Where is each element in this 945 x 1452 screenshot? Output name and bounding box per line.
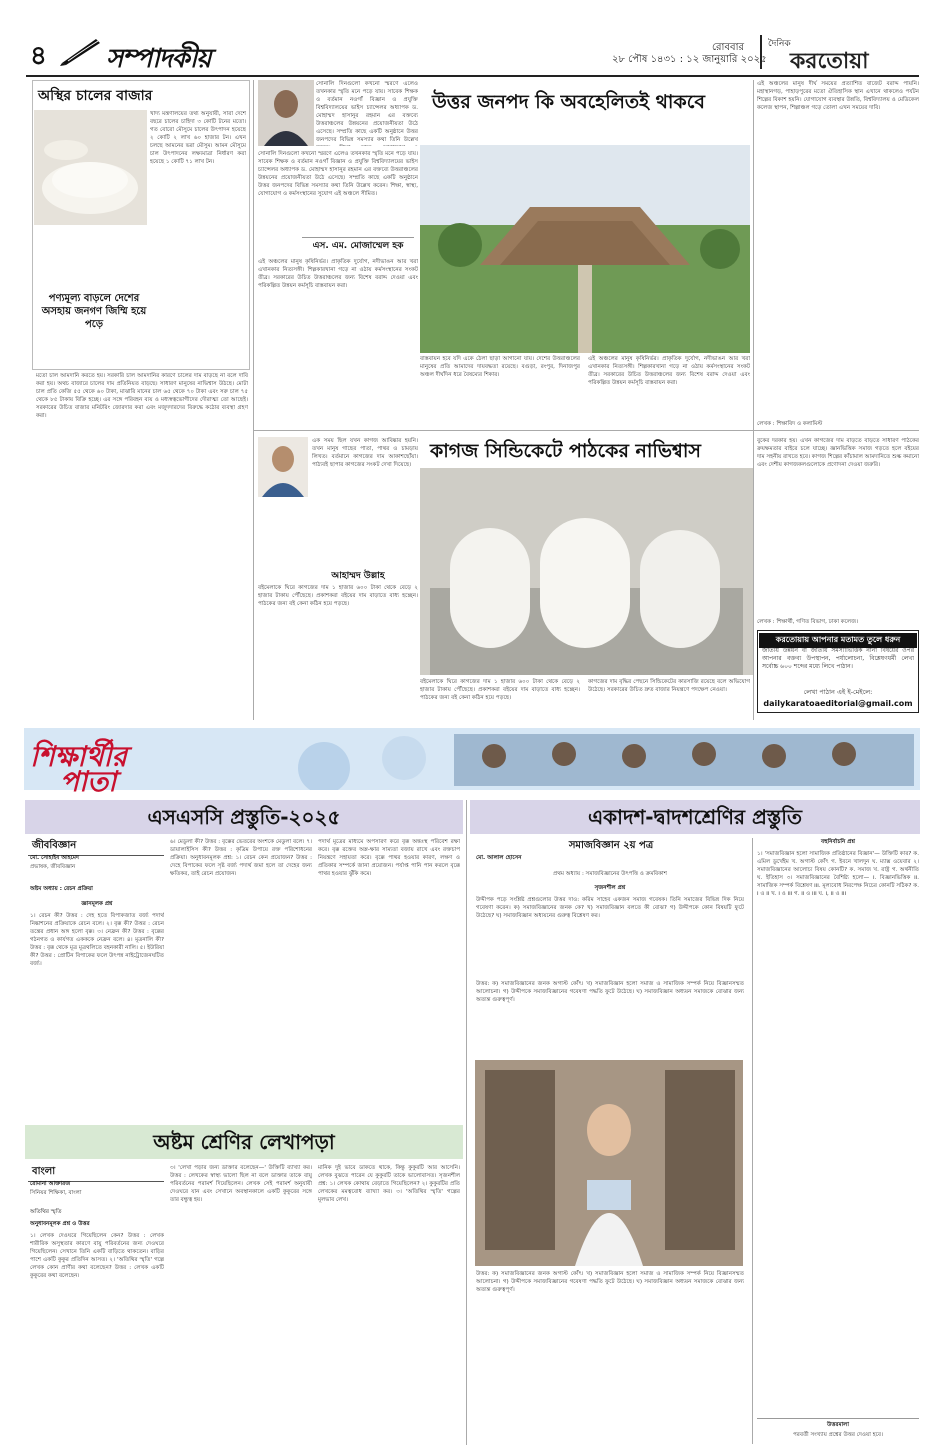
ssc-qa-header: জ্ঞানমূলক প্রশ্ন [81, 901, 113, 907]
hsc-chapter: প্রথম অধ্যায় : সমাজবিজ্ঞানের উৎপত্তি ও ক্রমবিকাশ [553, 871, 667, 877]
opinion-box-title: করতোয়ায় আপনার মতামত তুলে ধরুন [759, 633, 917, 648]
hsc-body-2: উত্তর: ক) সমাজবিজ্ঞানের জনক অগাস্ট কোঁৎ। খ) সমাজবিজ্ঞান হলো সমাজ ও সামাজিক সম্পর্ক নিয়ে বিজ্ঞানসম্মত আলোচনা। গ) উদ্দীপকে সমাজবিজ্ঞানের গবেষণা পদ্ধতি ফুটে উঠেছে। ঘ) সমাজবিজ্ঞান অধ্যয়ন সমাজকে বোঝার জন্য অত্যন্ত গুরুত্বপূর্ণ। [476, 981, 744, 1003]
answer-text: পরবর্তী সংখ্যায় প্রশ্নের উত্তর দেওয়া হবে। [793, 1432, 883, 1438]
ssc-chapter: অষ্টম অধ্যায় : রেচন প্রক্রিয়া [30, 886, 93, 892]
rice-image [34, 110, 147, 225]
headline-north-body-a: বাস্তবায়ন হবে যদি একে ঠেলা ছাড়া আগানো যায়। দেশের উত্তরাঞ্চলের মানুষের প্রতি আমাদের দায়বদ্ধতা রয়েছে। বগুড়া, রংপুর, দিনাজপুর অঞ্চল দীর্ঘদিন ধরে বৈষম্যের শিকার। [420, 356, 580, 378]
column-divider [752, 838, 753, 1444]
class8-body-1: ১। লেখক দেওঘরে গিয়েছিলেন কেন? উত্তর : লেখক শারীরিক অসুস্থতার কারণে বায়ু পরিবর্তনের জন্য দেওঘরে গিয়েছিলেন। সেখানে তিনি একটি বাড়িতে থাকতেন। বাড়ির পাশে একটি কুকুর প্রতিদিন আসত। ২। 'অতিথির স্মৃতি' গল্পে লেখক কোন প্রাণীর কথা বলেছেন? উত্তর : লেখক একটি কুকুরের কথা বলেছেন। [30, 1233, 164, 1279]
hsc-body-3: উত্তর: ক) সমাজবিজ্ঞানের জনক অগাস্ট কোঁৎ। খ) সমাজবিজ্ঞান হলো সমাজ ও সামাজিক সম্পর্ক নিয়ে বিজ্ঞানসম্মত আলোচনা। গ) উদ্দীপকে সমাজবিজ্ঞানের গবেষণা পদ্ধতি ফুটে উঠেছে। ঘ) সমাজবিজ্ঞান অধ্যয়ন সমাজকে বোঝার জন্য অত্যন্ত গুরুত্বপূর্ণ। [476, 1271, 744, 1293]
ssc-body-3: পদার্থ মূত্রের মাধ্যমে অপসারণ করে বৃক্ক অন্তঃস্থ পরিবেশ রক্ষা করে। বৃক্ক রক্তের অম্ল-ক্ষার সাম্যতা বজায় রাখে এবং রক্তচাপ নিয়ন্ত্রণে সহায়তা করে। বৃক্কে পাথর হওয়ার কারণ, লক্ষণ ও প্রতিকার সম্পর্কে জানা প্রয়োজন। পর্যাপ্ত পানি পান করলে বৃক্কে পাথর হওয়ার ঝুঁকি কমে। [318, 839, 460, 877]
writer-2-photo [258, 437, 308, 497]
date: ২৮ পৌষ ১৪৩১ : ১২ জানুয়ারি ২০২৫ [612, 54, 767, 65]
writer-1-body-cont: এই অঞ্চলের মানুষ কৃষিনির্ভর। প্রাকৃতিক দুর্যোগ, নদীভাঙন আর খরা এখানকার নিত্যসঙ্গী। শিল্পকারখানা গড়ে না ওঠায় কর্মসংস্থানের সংকট তীব্র। সরকারের উচিত উত্তরাঞ্চলের জন্য বিশেষ বরাদ্দ দেওয়া এবং পরিকল্পিত উন্নয়ন কর্মসূচি বাস্তবায়ন করা। [258, 259, 418, 289]
section-title: সম্পাদকীয় [106, 44, 211, 74]
masthead-small: দৈনিক [768, 39, 791, 49]
headline-paper: কাগজ সিন্ডিকেটে পাঠকের নাভিশ্বাস [430, 440, 701, 462]
opinion-box-body: জাতীয় উন্নয়ন বা জাতীয় সমস্যাভিত্তিক নানা বিষয়ের ওপর আপনার বক্তব্য উপস্থাপন, পর্যালোচনা, বিশ্লেষণধর্মী লেখা সর্বোচ্চ ৬০০ শব্দের মধ্যে লিখে পাঠান। [762, 647, 914, 670]
class8-subject: বাংলা [28, 1164, 164, 1182]
hsc-body-1: উদ্দীপক পড়ে সংশ্লিষ্ট প্রশ্নগুলোর উত্তর দাও: করিম সাহেব একজন সমাজ গবেষক। তিনি সমাজের বিভিন্ন দিক নিয়ে গবেষণা করেন। ক) সমাজবিজ্ঞানের জনক কে? খ) সমাজবিজ্ঞান বলতে কী বোঝ? গ) উদ্দীপকে কোন বিষয়টি ফুটে উঠেছে? ঘ) সমাজবিজ্ঞান অধ্যয়নের গুরুত্ব বিশ্লেষণ কর। [476, 897, 744, 919]
class8-qa-header: অনুধাবনমূলক প্রশ্ন ও উত্তর [30, 1221, 90, 1227]
rice-article-title: অস্থির চালের বাজার [38, 88, 153, 104]
ssc-body-2: ৬। মেডুলা কী? উত্তর : বৃক্কের ভেতরের অংশকে মেডুলা বলে। ৭। ডায়ালাইসিস কী? উত্তর : কৃত্রিম উপায়ে রক্ত পরিশোধনের প্রক্রিয়া। অনুধাবনমূলক প্রশ্ন: ১। রেচন কেন প্রয়োজন? উত্তর : দেহে বিপাকের ফলে সৃষ্ট বর্জ্য পদার্থ জমা হলে তা দেহের জন্য ক্ষতিকর, তাই রেচন প্রয়োজন। [170, 839, 312, 877]
class8-teacher-title: সিনিয়র শিক্ষিকা, বাংলা [30, 1190, 82, 1196]
headline-north-byline: লেখক : শিক্ষাবিদ ও কলামিস্ট [757, 421, 823, 427]
student-reading-image [475, 1060, 743, 1266]
hsc-teacher: মো. আলাল হোসেন [476, 855, 522, 861]
hsc-heading: একাদশ-দ্বাদশশ্রেণির প্রস্তুতি [470, 800, 920, 834]
ssc-heading: এসএসসি প্রস্তুতি-২০২৫ [25, 800, 463, 834]
page-header [0, 0, 945, 74]
headline-north-body-right: এই অঞ্চলের মানুষ দীর্ঘ সময়ের প্রত্যাশিত বাজেট বরাদ্দ পায়নি। মহাস্থানগড়, পাহাড়পুরের মতো ঐতিহাসিক স্থান এখানে থাকলেও পর্যটন শিল্পের বিকাশ হয়নি। যোগাযোগ ব্যবস্থার উন্নতি, বিশ্ববিদ্যালয় ও মেডিকেল কলেজ স্থাপন, শিল্পাঞ্চল গড়ে তোলা এখন সময়ের দাবি। [757, 81, 919, 111]
column-divider [753, 80, 754, 720]
writer-photo [258, 80, 314, 146]
headline-paper-body-right: বুকের দরকার হয়। এখন কাগজের দাম বাড়তে বাড়তে সাধারণ পাঠকের ক্রয়ক্ষমতার বাইরে চলে যাচ্ছে। জ্ঞানভিত্তিক সমাজ গড়তে হলে বইয়ের দাম সহনীয় রাখতে হবে। কাগজ শিল্পের কাঁচামাল আমদানিতে শুল্ক কমানো এবং দেশীয় কাগজকলগুলোকে প্রণোদনা দেওয়া জরুরি। [757, 438, 919, 468]
column-divider [253, 80, 254, 720]
opinion-email-link[interactable]: dailykaratoaeditorial@gmail.com [763, 699, 913, 708]
mahasthangarh-image [420, 145, 750, 353]
ssc-body-1: ১। রেচন কী? উত্তর : দেহ হতে বিপাকজাত বর্জ্য পদার্থ নিষ্কাশনের প্রক্রিয়াকে রেচন বলে। ২। বৃক্ক কী? উত্তর : রেচন তন্ত্রের প্রধান অঙ্গ হলো বৃক্ক। ৩। নেফ্রন কী? উত্তর : বৃক্কের গঠনগত ও কার্যগত একককে নেফ্রন বলে। ৪। মূত্রনালি কী? উত্তর : বৃক্ক থেকে মূত্র মূত্রথলিতে বহনকারী নালি। ৫। ইউরিয়া কী? উত্তর : প্রোটিন বিপাকের ফলে উৎপন্ন নাইট্রোজেনঘটিত বর্জ্য। [30, 913, 164, 967]
pull-quote: পণ্যমূল্য বাড়লে দেশের অসহায় জনগণ জিম্মি হয়ে পড়ে [41, 293, 147, 330]
hsc-mcq-body: ১। 'সমাজবিজ্ঞান হলো সামাজিক প্রতিষ্ঠানের বিজ্ঞান'— উক্তিটি কার? ক. এমিল ডুর্খেইম খ. অগাস্ট কোঁৎ গ. ইবনে খালদুন ঘ. ম্যাক্স ওয়েবার ২। সমাজবিজ্ঞানের আলোচ্য বিষয় কোনটি? ক. সমাজ খ. রাষ্ট্র গ. অর্থনীতি ঘ. ইতিহাস ৩। সমাজবিজ্ঞানের বৈশিষ্ট্য হলো— i. বিজ্ঞানভিত্তিক ii. সামাজিক সম্পর্ক বিশ্লেষণ iii. মূল্যবোধ নিরপেক্ষ নিচের কোনটি সঠিক? ক. i ও ii খ. i ও iii গ. ii ও iii ঘ. i, ii ও iii [757, 851, 919, 897]
paper-rolls-image [420, 468, 753, 675]
answer-title: উত্তরমালা [827, 1422, 849, 1428]
class8-teacher: রোমানা আক্তারজ [30, 1181, 71, 1187]
student-page-title-1: শিক্ষার্থীর [30, 740, 127, 773]
rice-article-body-2: মতো চাল আমদানি করতে হয়। সরকারি চাল আমদানির কারণে চালের দাম বাড়ছে না বলে দাবি করা হয়। অথচ বাজারে চালের দাম প্রতিনিয়ত বাড়ছে। সাধারণ মানুষের নাভিশ্বাস উঠছে। মোটা চাল প্রতি কেজি ৫৫ থেকে ৬০ টাকা, মাঝারি মানের চাল ৬৫ থেকে ৭০ টাকা এবং সরু চাল ৭৫ থেকে ৮৫ টাকায় বিক্রি হচ্ছে। এর সঙ্গে পরিবহন ব্যয় ও মধ্যস্বত্বভোগীদের দৌরাত্ম্য তো আছেই। সরকারের উচিত বাজার মনিটরিং জোরদার করা এবং মজুদদারদের বিরুদ্ধে কঠোর ব্যবস্থা গ্রহণ করা। [36, 373, 248, 419]
class8-chapter: অতিথির স্মৃতি [30, 1209, 62, 1215]
headline-paper-byline: লেখক : শিক্ষার্থী, গণিত বিভাগ, ঢাকা কলেজ। [757, 619, 859, 625]
writer-1-body: সোনালি দিনগুলো কখনো স্মরণে এলেও তখনকার স্মৃতি মনে পড়ে যায়। সাবেক শিক্ষক ও বর্তমান নওগাঁ বিজ্ঞান ও প্রযুক্তি বিশ্ববিদ্যালয়ের ভাইস চ্যান্সেলর অধ্যাপক ড. মোহাম্মদ হাসানুর রহমান এর বক্তব্যে উত্তরাঞ্চলের উন্নয়নের প্রয়োজনীয়তা উঠে এসেছে। সম্প্রতি কাছে একটি অনুষ্ঠানে উত্তর জনপদের বিভিন্ন সমস্যার কথা তিনি উল্লেখ করেন। শিক্ষা, স্বাস্থ্য, যোগাযোগ ও কর্মসংস্থানের সুযোগ এই অঞ্চলে সীমিত। [258, 151, 418, 197]
pen-icon [58, 35, 104, 67]
headline-north: উত্তর জনপদ কি অবহেলিতই থাকবে [432, 91, 705, 113]
class8-body-3: মানিক দুই ভাবে ডাকতে থাকে, কিন্তু কুকুরটি আর আসেনি। লেখক বুঝতে পারেন যে কুকুরটি তাকে ভালোবাসত। সৃজনশীল প্রশ্ন: ১। লেখক কোথায় বেড়াতে গিয়েছিলেন? ২। কুকুরটির প্রতি লেখকের মমত্ববোধ ব্যাখ্যা কর। ৩। 'অতিথির স্মৃতি' গল্পের মূলভাব লেখ। [318, 1165, 460, 1203]
hsc-subject: সমাজবিজ্ঞান ২য় পত্র [568, 840, 654, 851]
class8-body-2: ৩। 'লেখা পড়ার জন্য ডাক্তার বলেছেন—' উক্তিটি ব্যাখ্যা কর। উত্তর : লেখকের স্বাস্থ্য ভালো ছিল না বলে ডাক্তার তাকে বায়ু পরিবর্তনের পরামর্শ দিয়েছিলেন। লেখক সেই পরামর্শ অনুযায়ী দেওঘরে যান এবং সেখানে অবস্থানকালে একটি কুকুরের সঙ্গে তার বন্ধুত্ব হয়। [170, 1165, 312, 1203]
student-page-title-2: পাতা [60, 765, 117, 798]
weekday: রোববার [712, 42, 744, 53]
headline-paper-body-b: কাগজের দাম বৃদ্ধির পেছনে সিন্ডিকেটের কারসাজি রয়েছে বলে অভিযোগ উঠেছে। সরকারের উচিত দ্রুত বাজার নিয়ন্ত্রণে পদক্ষেপ নেওয়া। [588, 679, 750, 693]
hsc-mcq-header: বহুনির্বাচনি প্রশ্ন [821, 839, 855, 845]
ssc-teacher: মো. সোহাইব আহমেদ [30, 855, 79, 861]
row-divider [254, 430, 919, 431]
class8-heading: অষ্টম শ্রেণির লেখাপড়া [25, 1125, 463, 1159]
headline-north-body-b: এই অঞ্চলের মানুষ কৃষিনির্ভর। প্রাকৃতিক দুর্যোগ, নদীভাঙন আর খরা এখানকার নিত্যসঙ্গী। শিল্পকারখানা গড়ে না ওঠায় কর্মসংস্থানের সংকট তীব্র। সরকারের উচিত উত্তরাঞ্চলের জন্য বিশেষ বরাদ্দ দেওয়া এবং পরিকল্পিত উন্নয়ন কর্মসূচি বাস্তবায়ন করা। [588, 356, 750, 386]
writer-2-body: বইমেলাকে ঘিরে কাগজের দাম ১ হাজার ৬০০ টাকা থেকে বেড়ে ২ হাজার টাকায় পৌঁছেছে। প্রকাশকরা বইয়ের দাম বাড়াতে বাধ্য হচ্ছেন। পাঠকের জন্য বই কেনা কঠিন হয়ে পড়ছে। [258, 585, 418, 607]
headline-paper-body-a: বইমেলাকে ঘিরে কাগজের দাম ১ হাজার ৬০০ টাকা থেকে বেড়ে ২ হাজার টাকায় পৌঁছেছে। প্রকাশকরা বইয়ের দাম বাড়াতে বাধ্য হচ্ছেন। পাঠকের জন্য বই কেনা কঠিন হয়ে পড়ছে। [420, 679, 580, 701]
writer-2-name: আহাম্মদ উল্লাহ [331, 571, 385, 581]
header-rule [26, 75, 919, 77]
hsc-qa-header: সৃজনশীল প্রশ্ন [594, 885, 626, 891]
page-number: ৪ [30, 41, 47, 71]
writer-name: এস. এম. মোজাম্মেল হক [302, 237, 414, 253]
writer-1-intro: সোনালি দিনগুলো কখনো স্মরণে এলেও তখনকার স্মৃতি মনে পড়ে যায়। সাবেক শিক্ষক ও বর্তমান নওগাঁ বিজ্ঞান ও প্রযুক্তি বিশ্ববিদ্যালয়ের ভাইস চ্যান্সেলর অধ্যাপক ড. মোহাম্মদ হাসানুর রহমান এর বক্তব্যে উত্তরাঞ্চলের উন্নয়নের প্রয়োজনীয়তা উঠে এসেছে। সম্প্রতি কাছে একটি অনুষ্ঠানে উত্তর জনপদের বিভিন্ন সমস্যার কথা তিনি উল্লেখ [316, 81, 418, 143]
column-divider [466, 800, 467, 1445]
masthead: করতোয়া [790, 49, 869, 74]
rice-article-body-1: খাদ্য মন্ত্রণালয়ের তথ্য অনুযায়ী, সারা দেশে বছরে চালের চাহিদা ৩ কোটি টনের মতো। গত বোরো মৌসুমে চালের উৎপাদন হয়েছে ২ কোটি ২ লাখ ৬০ হাজার টন। এখন চলছে আমনের ভরা মৌসুম। আমন মৌসুমে চাল উৎপাদনের লক্ষ্যমাত্রা নির্ধারণ করা হয়েছে ১ কোটি ৭১ লাখ টন। [150, 111, 246, 165]
ssc-teacher-title: প্রভাষক, জীববিজ্ঞান [30, 864, 76, 870]
ssc-subject: জীববিজ্ঞান [28, 838, 164, 856]
student-page-banner [24, 728, 920, 790]
writer-2-intro: এক সময় ছিল যখন কাগজ আবিষ্কার হয়নি। তখন মানুষ গাছের পাতা, পাথর ও চামড়ায় লিখত। বর্তমানে কাগজের দাম আকাশছোঁয়া। পাঠ্যবই ছাপার কাগজের সংকট দেখা দিয়েছে। [312, 438, 418, 468]
opinion-box-email-label: লেখা পাঠান এই ই-মেইলে: [803, 688, 873, 696]
